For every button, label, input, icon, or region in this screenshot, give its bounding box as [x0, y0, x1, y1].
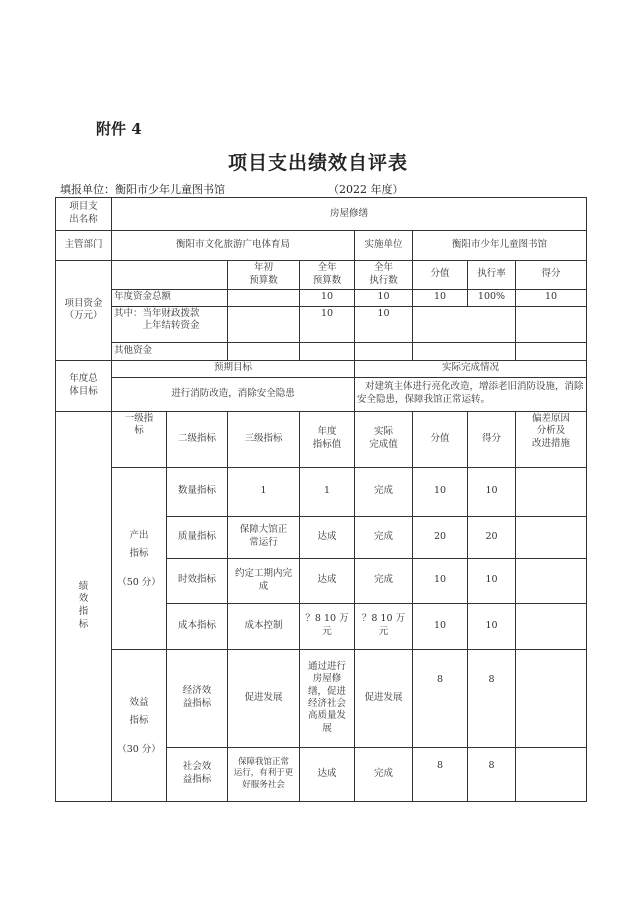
project-name-label: 项目支 出名称	[56, 198, 112, 231]
perf-row-weight: 10	[413, 467, 468, 516]
perf-row-l3: 1	[228, 467, 300, 516]
perf-row-actual: ？8 10 万 元	[355, 603, 413, 649]
output-points: （50 分）	[117, 576, 161, 588]
fill-unit: 填报单位：衡阳市少年儿童图书馆	[60, 183, 225, 196]
funds-row-weight	[413, 342, 516, 360]
perf-row-score: 10	[468, 603, 516, 649]
perf-label: 绩 效 指 标	[56, 411, 112, 801]
funds-header-weight: 分值	[413, 261, 468, 290]
funds-row-full-budget: 10	[300, 306, 355, 342]
self-evaluation-table	[55, 197, 587, 802]
funds-row-full-budget	[300, 342, 355, 360]
funds-header-budget: 年初 预算数	[228, 261, 300, 290]
perf-row-reason	[516, 603, 587, 649]
perf-row-l3: 促进发展	[228, 649, 300, 747]
perf-row-actual: 完成	[355, 558, 413, 603]
perf-row-score: 10	[468, 467, 516, 516]
dept-value: 衡阳市文化旅游广电体育局	[112, 231, 355, 261]
annex-label: 附件 4	[96, 120, 142, 138]
funds-row-name: 年度资金总额	[112, 289, 228, 306]
perf-row-actual: 完成	[355, 467, 413, 516]
funds-row-name: 其中：当年财政拨款 上年结转资金	[112, 306, 228, 342]
funds-label: 项目资金 （万元）	[56, 261, 112, 361]
perf-row-l3: 保障我馆正常 运行，有利于更 好服务社会	[228, 747, 300, 801]
output-indicator-label	[112, 467, 167, 649]
funds-row-budget	[228, 306, 300, 342]
benefit-points: （30 分）	[117, 743, 161, 755]
perf-row-score: 10	[468, 558, 516, 603]
funds-row-executed	[355, 342, 413, 360]
perf-row-score: 20	[468, 516, 516, 558]
perf-header-level3: 三级指标	[228, 411, 300, 467]
perf-row-target: 达成	[300, 516, 355, 558]
funds-row-name: 其他资金	[112, 342, 228, 360]
funds-row-weight	[413, 306, 516, 342]
perf-row-reason	[516, 649, 587, 747]
perf-row-l3: 保障大馆正 常运行	[228, 516, 300, 558]
funds-row-executed: 10	[355, 289, 413, 306]
perf-row-target: 通过进行 房屋修 缮，促进 经济社会 高质量发 展	[300, 649, 355, 747]
perf-row-l2: 时效指标	[167, 558, 228, 603]
funds-header-executed: 全年 执行数	[355, 261, 413, 290]
funds-row-full-budget: 10	[300, 289, 355, 306]
perf-row-l3: 约定工期内完 成	[228, 558, 300, 603]
benefit-label: 效益 指标	[129, 696, 149, 726]
perf-row-target: 达成	[300, 558, 355, 603]
perf-row-target: ？8 10 万 元	[300, 603, 355, 649]
funds-row-score	[516, 342, 587, 360]
perf-row-reason	[516, 558, 587, 603]
goals-actual: 对建筑主体进行亮化改造，增添老旧消防设施，消除安全隐患，保障我馆正常运转。	[355, 377, 587, 411]
goals-expected-header: 预期目标	[112, 360, 355, 377]
perf-row-actual: 完成	[355, 747, 413, 801]
perf-header-target: 年度 指标值	[300, 411, 355, 467]
funds-row-weight: 10	[413, 289, 468, 306]
perf-row-score: 8	[468, 649, 516, 747]
goals-actual-header: 实际完成情况	[355, 360, 587, 377]
perf-row-actual: 促进发展	[355, 649, 413, 747]
perf-header-weight: 分值	[413, 411, 468, 467]
perf-row-l2: 质量指标	[167, 516, 228, 558]
perf-header-actual: 实际 完成值	[355, 411, 413, 467]
perf-row-target: 1	[300, 467, 355, 516]
page-title: 项目支出绩效自评表	[227, 152, 408, 174]
funds-header-blank	[112, 261, 228, 290]
funds-header-score: 得分	[516, 261, 587, 290]
perf-row-l3: 成本控制	[228, 603, 300, 649]
perf-row-target: 达成	[300, 747, 355, 801]
goals-label: 年度总 体目标	[56, 360, 112, 411]
funds-row-executed: 10	[355, 306, 413, 342]
perf-row-weight: 10	[413, 603, 468, 649]
impl-unit-label: 实施单位	[355, 231, 413, 261]
funds-row-budget	[228, 342, 300, 360]
perf-header-level2: 二级指标	[167, 411, 228, 467]
funds-header-full-budget: 全年 预算数	[300, 261, 355, 290]
funds-row-score	[516, 306, 587, 342]
output-label: 产出 指标	[129, 529, 149, 559]
perf-header-level1: 一级指 标	[112, 411, 167, 467]
perf-row-actual: 完成	[355, 516, 413, 558]
perf-header-score: 得分	[468, 411, 516, 467]
perf-row-reason	[516, 467, 587, 516]
funds-header-rate: 执行率	[468, 261, 516, 290]
perf-row-weight: 8	[413, 747, 468, 801]
perf-row-l2: 经济效 益指标	[167, 649, 228, 747]
perf-header-reason: 偏差原因 分析及 改进措施	[516, 411, 587, 467]
perf-row-l2: 成本指标	[167, 603, 228, 649]
impl-unit-value: 衡阳市少年儿童图书馆	[413, 231, 587, 261]
funds-row-score: 10	[516, 289, 587, 306]
report-year: （2022 年度）	[328, 183, 404, 196]
perf-row-l2: 社会效 益指标	[167, 747, 228, 801]
perf-row-reason	[516, 516, 587, 558]
perf-row-weight: 8	[413, 649, 468, 747]
goals-expected: 进行消防改造，消除安全隐患	[112, 377, 355, 411]
project-name-value: 房屋修缮	[112, 198, 587, 231]
perf-row-l2: 数量指标	[167, 467, 228, 516]
perf-row-reason	[516, 747, 587, 801]
perf-row-weight: 20	[413, 516, 468, 558]
funds-row-rate: 100%	[468, 289, 516, 306]
perf-row-score: 8	[468, 747, 516, 801]
dept-label: 主管部门	[56, 231, 112, 261]
perf-row-weight: 10	[413, 558, 468, 603]
benefit-indicator-label	[112, 649, 167, 801]
funds-row-budget	[228, 289, 300, 306]
